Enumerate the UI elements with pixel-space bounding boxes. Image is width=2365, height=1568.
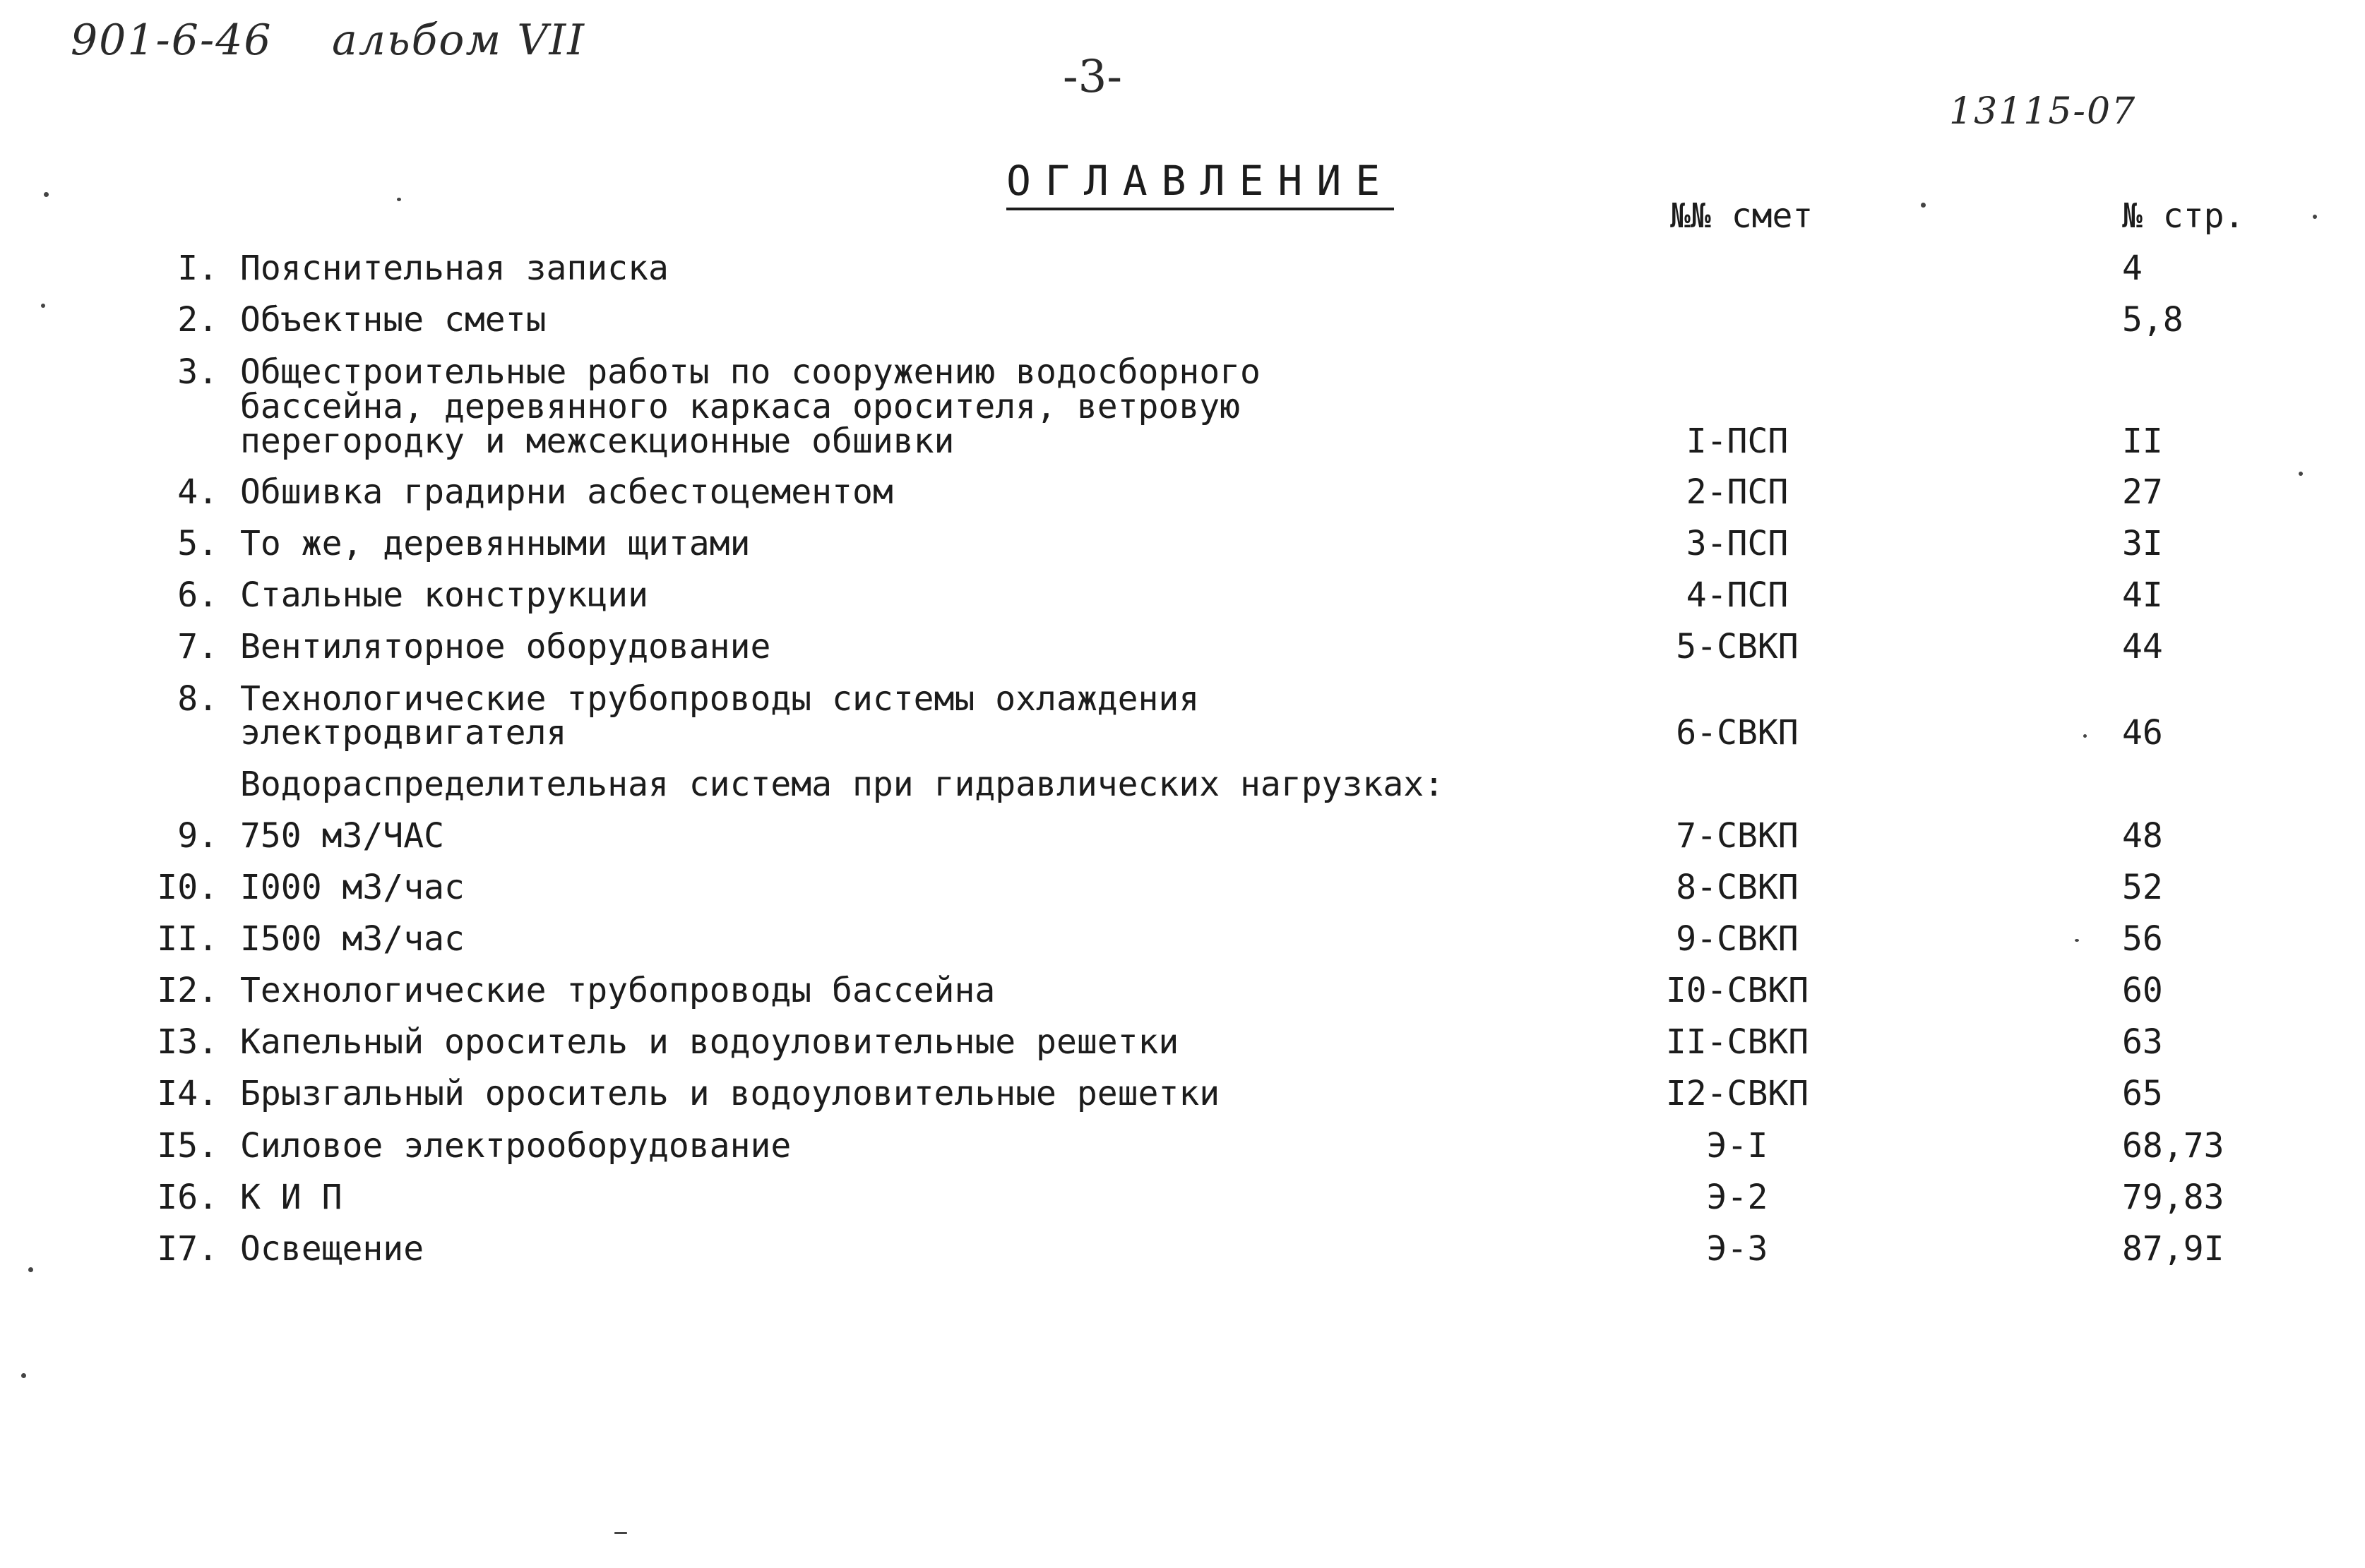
item-estimate: I0-СВКП — [1665, 971, 1809, 1010]
item-estimate: 2-ПСП — [1686, 472, 1789, 512]
item-estimate: I2-СВКП — [1665, 1074, 1809, 1113]
item-title: Объектные сметы — [240, 300, 547, 340]
item-estimate: Э-I — [1706, 1126, 1768, 1166]
item-estimate: 3-ПСП — [1686, 524, 1789, 563]
item-number: II. — [157, 919, 218, 959]
item-title: 750 м3/ЧАС — [240, 816, 444, 856]
album-label: альбом VII — [332, 16, 585, 65]
item-page: II — [2122, 421, 2163, 461]
scan-speck — [44, 192, 49, 197]
item-number: 3. — [177, 352, 218, 392]
item-number: 2. — [177, 300, 218, 340]
item-estimate: I-ПСП — [1686, 421, 1789, 461]
item-estimate: 7-СВКП — [1676, 816, 1799, 856]
item-estimate: 9-СВКП — [1676, 919, 1799, 959]
item-page: 4I — [2122, 575, 2163, 615]
item-title-line: Общестроительные работы по сооружению водосборного — [240, 352, 1261, 392]
item-estimate: 5-СВКП — [1676, 627, 1799, 666]
scan-speck — [1921, 203, 1926, 208]
item-title: Пояснительная записка — [240, 249, 669, 288]
item-estimate: II-СВКП — [1665, 1022, 1809, 1062]
item-page: 5,8 — [2122, 300, 2184, 340]
scan-speck — [2075, 939, 2079, 942]
column-header-page: № стр. — [2122, 196, 2245, 236]
item-number: I2. — [157, 971, 218, 1010]
page-number: -3- — [1063, 51, 1122, 103]
item-number: I0. — [157, 868, 218, 907]
scan-speck — [397, 198, 401, 201]
item-estimate: Э-3 — [1706, 1229, 1768, 1269]
item-page: 79,83 — [2122, 1178, 2224, 1217]
item-number: 8. — [177, 679, 218, 719]
item-title-line: перегородку и межсекционные обшивки — [240, 421, 955, 461]
item-page: 44 — [2122, 627, 2163, 666]
item-page: 4 — [2122, 249, 2143, 288]
item-estimate: 6-СВКП — [1676, 713, 1799, 753]
toc-subheading: Водораспределительная система при гидравлических нагрузках: — [240, 765, 1445, 804]
item-title: Капельный ороситель и водоуловительные решетки — [240, 1022, 1179, 1062]
scan-speck — [2299, 472, 2303, 476]
item-number: 4. — [177, 472, 218, 512]
toc-title: ОГЛАВЛЕНИЕ — [1006, 157, 1394, 210]
scan-speck — [614, 1532, 627, 1534]
column-header-estimates: №№ смет — [1670, 196, 1813, 236]
item-title: Вентиляторное оборудование — [240, 627, 771, 666]
item-page: 68,73 — [2122, 1126, 2224, 1166]
item-number: I3. — [157, 1022, 218, 1062]
scan-speck — [21, 1373, 26, 1378]
item-page: 60 — [2122, 971, 2163, 1010]
item-title: Технологические трубопроводы бассейна — [240, 971, 996, 1010]
order-number: 13115-07 — [1949, 90, 2137, 133]
item-page: 65 — [2122, 1074, 2163, 1113]
item-number: I5. — [157, 1126, 218, 1166]
item-page: 52 — [2122, 868, 2163, 907]
item-title: То же, деревянными щитами — [240, 524, 751, 563]
item-estimate: 4-ПСП — [1686, 575, 1789, 615]
document-code: 901-6-46 — [71, 16, 273, 65]
scan-speck — [41, 304, 45, 308]
item-title: I000 м3/час — [240, 868, 465, 907]
item-number: 6. — [177, 575, 218, 615]
item-estimate: Э-2 — [1706, 1178, 1768, 1217]
item-page: 3I — [2122, 524, 2163, 563]
item-number: 5. — [177, 524, 218, 563]
item-number: I. — [177, 249, 218, 288]
item-title: Освещение — [240, 1229, 424, 1269]
item-page: 63 — [2122, 1022, 2163, 1062]
item-number: 9. — [177, 816, 218, 856]
item-title: Силовое электрооборудование — [240, 1126, 792, 1166]
item-number: 7. — [177, 627, 218, 666]
item-title: Брызгальный ороситель и водоуловительные решетки — [240, 1074, 1220, 1113]
item-page: 27 — [2122, 472, 2163, 512]
scan-speck — [2313, 215, 2317, 219]
item-title-line: электродвигателя — [240, 713, 567, 753]
item-page: 56 — [2122, 919, 2163, 959]
item-number: I4. — [157, 1074, 218, 1113]
item-title: I500 м3/час — [240, 919, 465, 959]
scan-speck — [28, 1267, 33, 1272]
scan-speck — [2083, 734, 2087, 738]
item-page: 87,9I — [2122, 1229, 2224, 1269]
item-page: 46 — [2122, 713, 2163, 753]
item-title-line: Технологические трубопроводы системы охлаждения — [240, 679, 1200, 719]
item-title-line: бассейна, деревянного каркаса оросителя, ветровую — [240, 387, 1241, 426]
item-number: I6. — [157, 1178, 218, 1217]
item-page: 48 — [2122, 816, 2163, 856]
item-title: Обшивка градирни асбестоцементом — [240, 472, 893, 512]
item-title: Стальные конструкции — [240, 575, 648, 615]
item-estimate: 8-СВКП — [1676, 868, 1799, 907]
item-title: К И П — [240, 1178, 342, 1217]
item-number: I7. — [157, 1229, 218, 1269]
